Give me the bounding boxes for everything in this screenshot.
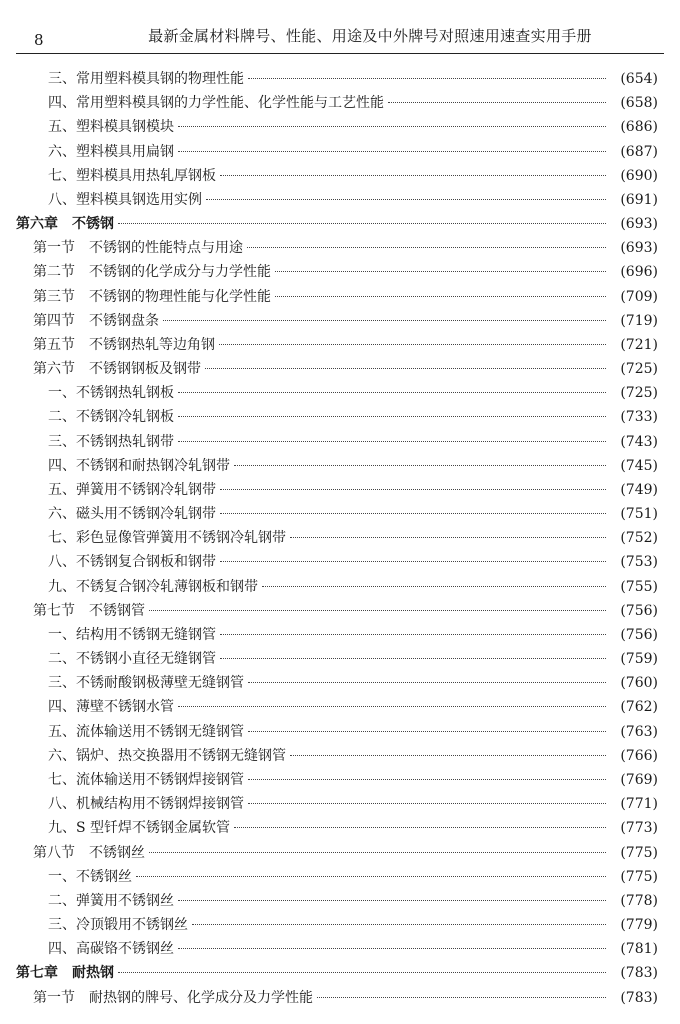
toc-entry-page: (778): [620, 892, 658, 909]
toc-entry-title: 第七节 不锈钢管: [33, 602, 145, 619]
dot-leader: [275, 296, 606, 297]
toc-subsection-entry[interactable]: [0, 744, 680, 768]
toc-entry-page: (749): [620, 481, 658, 498]
toc-entry-title: 四、常用塑料模具钢的力学性能、化学性能与工艺性能: [48, 95, 384, 112]
toc-entry-title: 第一节 耐热钢的牌号、化学成分及力学性能: [33, 989, 313, 1006]
toc-entry-page: (760): [620, 675, 658, 692]
toc-entry-page: (743): [620, 433, 658, 450]
toc-entry-title: 六、塑料模具用扁钢: [48, 143, 174, 160]
toc-entry-title: 八、不锈钢复合钢板和钢带: [48, 554, 216, 571]
dot-leader: [118, 223, 606, 224]
table-of-contents: [0, 67, 680, 1010]
toc-subsection-entry[interactable]: [0, 91, 680, 115]
toc-subsection-entry[interactable]: [0, 478, 680, 502]
toc-section-entry[interactable]: [0, 236, 680, 260]
dot-leader: [192, 924, 606, 925]
dot-leader: [220, 561, 606, 562]
toc-entry-page: (686): [620, 119, 658, 136]
toc-section-entry[interactable]: [0, 309, 680, 333]
toc-entry-title: 八、塑料模具钢选用实例: [48, 191, 202, 208]
toc-entry-title: 四、高碳铬不锈钢丝: [48, 941, 174, 958]
toc-entry-title: 第五节 不锈钢热轧等边角钢: [33, 336, 215, 353]
dot-leader: [290, 755, 606, 756]
toc-entry-page: (783): [620, 965, 658, 982]
toc-entry-page: (779): [620, 917, 658, 934]
dot-leader: [178, 126, 606, 127]
toc-entry-title: 七、流体输送用不锈钢焊接钢管: [48, 771, 244, 788]
toc-entry-title: 第一节 不锈钢的性能特点与用途: [33, 240, 243, 257]
toc-entry-title: 二、不锈钢冷轧钢板: [48, 409, 174, 426]
dot-leader: [220, 513, 606, 514]
toc-subsection-entry[interactable]: [0, 816, 680, 840]
toc-entry-page: (745): [620, 457, 658, 474]
toc-subsection-entry[interactable]: [0, 768, 680, 792]
toc-entry-page: (775): [620, 868, 658, 885]
toc-chapter-entry[interactable]: [0, 212, 680, 236]
toc-entry-title: 五、弹簧用不锈钢冷轧钢带: [48, 481, 216, 498]
dot-leader: [205, 368, 606, 369]
dot-leader: [149, 610, 606, 611]
toc-subsection-entry[interactable]: [0, 67, 680, 91]
toc-entry-title: 一、结构用不锈钢无缝钢管: [48, 626, 216, 643]
toc-subsection-entry[interactable]: [0, 575, 680, 599]
dot-leader: [234, 827, 606, 828]
toc-section-entry[interactable]: [0, 357, 680, 381]
toc-section-entry[interactable]: [0, 841, 680, 865]
toc-subsection-entry[interactable]: [0, 140, 680, 164]
dot-leader: [206, 199, 606, 200]
toc-entry-page: (687): [620, 143, 658, 160]
toc-entry-title: 四、薄壁不锈钢水管: [48, 699, 174, 716]
toc-subsection-entry[interactable]: [0, 889, 680, 913]
toc-subsection-entry[interactable]: [0, 695, 680, 719]
dot-leader: [234, 465, 606, 466]
toc-subsection-entry[interactable]: [0, 526, 680, 550]
toc-entry-title: 九、不锈复合钢冷轧薄钢板和钢带: [48, 578, 258, 595]
dot-leader: [248, 682, 606, 683]
toc-entry-page: (762): [620, 699, 658, 716]
toc-entry-page: (769): [620, 771, 658, 788]
dot-leader: [220, 658, 606, 659]
toc-entry-page: (781): [620, 941, 658, 958]
toc-entry-title: 第六章 不锈钢: [16, 216, 114, 233]
dot-leader: [178, 706, 606, 707]
toc-subsection-entry[interactable]: [0, 720, 680, 744]
toc-entry-title: 六、磁头用不锈钢冷轧钢带: [48, 506, 216, 523]
toc-entry-page: (658): [620, 95, 658, 112]
dot-leader: [178, 948, 606, 949]
running-title: 最新金属材料牌号、性能、用途及中外牌号对照速用速查实用手册: [148, 27, 592, 45]
dot-leader: [248, 78, 606, 79]
toc-entry-title: 五、塑料模具钢模块: [48, 119, 174, 136]
toc-entry-page: (654): [620, 71, 658, 87]
toc-section-entry[interactable]: [0, 285, 680, 309]
toc-entry-title: 二、不锈钢小直径无缝钢管: [48, 651, 216, 668]
dot-leader: [178, 416, 606, 417]
dot-leader: [118, 972, 606, 973]
toc-entry-page: (753): [620, 554, 658, 571]
toc-entry-page: (725): [620, 361, 658, 378]
dot-leader: [178, 392, 606, 393]
toc-subsection-entry[interactable]: [0, 454, 680, 478]
toc-entry-title: 第二节 不锈钢的化学成分与力学性能: [33, 264, 271, 281]
toc-subsection-entry[interactable]: [0, 792, 680, 816]
toc-entry-title: 第八节 不锈钢丝: [33, 844, 145, 861]
toc-entry-title: 七、彩色显像管弹簧用不锈钢冷轧钢带: [48, 530, 286, 547]
dot-leader: [136, 876, 606, 877]
dot-leader: [275, 271, 606, 272]
dot-leader: [290, 537, 606, 538]
dot-leader: [388, 102, 606, 103]
header-rule: [16, 53, 664, 54]
toc-entry-title: 一、不锈钢热轧钢板: [48, 385, 174, 402]
toc-entry-title: 八、机械结构用不锈钢焊接钢管: [48, 796, 244, 813]
page-header: [0, 0, 680, 56]
toc-subsection-entry[interactable]: [0, 937, 680, 961]
toc-entry-page: (771): [620, 796, 658, 813]
dot-leader: [248, 803, 606, 804]
toc-entry-title: 六、锅炉、热交换器用不锈钢无缝钢管: [48, 747, 286, 764]
toc-entry-page: (759): [620, 651, 658, 668]
dot-leader: [220, 175, 606, 176]
toc-entry-title: 一、不锈钢丝: [48, 868, 132, 885]
toc-subsection-entry[interactable]: [0, 623, 680, 647]
toc-entry-page: (775): [620, 844, 658, 861]
toc-section-entry[interactable]: [0, 260, 680, 284]
toc-entry-page: (709): [620, 288, 658, 305]
toc-entry-page: (690): [620, 167, 658, 184]
page-number: 8: [34, 31, 44, 49]
toc-entry-title: 四、不锈钢和耐热钢冷轧钢带: [48, 457, 230, 474]
toc-entry-page: (719): [620, 312, 658, 329]
toc-subsection-entry[interactable]: [0, 913, 680, 937]
toc-subsection-entry[interactable]: [0, 115, 680, 139]
toc-entry-page: (693): [620, 216, 658, 233]
toc-subsection-entry[interactable]: [0, 164, 680, 188]
toc-subsection-entry[interactable]: [0, 647, 680, 671]
toc-entry-page: (766): [620, 747, 658, 764]
dot-leader: [178, 151, 606, 152]
toc-entry-title: 第六节 不锈钢钢板及钢带: [33, 361, 201, 378]
dot-leader: [178, 441, 606, 442]
toc-entry-page: (763): [620, 723, 658, 740]
toc-entry-title: 三、冷顶锻用不锈钢丝: [48, 917, 188, 934]
dot-leader: [262, 586, 606, 587]
toc-entry-page: (783): [620, 989, 658, 1006]
toc-entry-title: 五、流体输送用不锈钢无缝钢管: [48, 723, 244, 740]
toc-section-entry[interactable]: [0, 333, 680, 357]
dot-leader: [220, 634, 606, 635]
toc-entry-page: (693): [620, 240, 658, 257]
toc-entry-title: 三、不锈钢热轧钢带: [48, 433, 174, 450]
toc-subsection-entry[interactable]: [0, 188, 680, 212]
toc-entry-title: 三、不锈耐酸钢极薄壁无缝钢管: [48, 675, 244, 692]
toc-entry-page: (691): [620, 191, 658, 208]
dot-leader: [163, 320, 606, 321]
toc-section-entry[interactable]: [0, 986, 680, 1010]
dot-leader: [317, 997, 606, 998]
toc-entry-title: 第七章 耐热钢: [16, 965, 114, 982]
toc-entry-title: 第四节 不锈钢盘条: [33, 312, 159, 329]
toc-entry-page: (756): [620, 626, 658, 643]
toc-entry-page: (725): [620, 385, 658, 402]
toc-entry-title: 二、弹簧用不锈钢丝: [48, 892, 174, 909]
toc-entry-title: 七、塑料模具用热轧厚钢板: [48, 167, 216, 184]
dot-leader: [247, 247, 606, 248]
dot-leader: [219, 344, 606, 345]
toc-entry-page: (733): [620, 409, 658, 426]
toc-chapter-entry[interactable]: [0, 961, 680, 985]
toc-section-entry[interactable]: [0, 599, 680, 623]
toc-entry-page: (756): [620, 602, 658, 619]
toc-entry-page: (751): [620, 506, 658, 523]
toc-entry-title: 第三节 不锈钢的物理性能与化学性能: [33, 288, 271, 305]
toc-entry-title: 九、S 型钎焊不锈钢金属软管: [48, 820, 231, 837]
toc-subsection-entry[interactable]: [0, 671, 680, 695]
toc-subsection-entry[interactable]: [0, 381, 680, 405]
toc-entry-page: (755): [620, 578, 658, 595]
toc-entry-page: (752): [620, 530, 658, 547]
dot-leader: [178, 900, 606, 901]
toc-subsection-entry[interactable]: [0, 502, 680, 526]
dot-leader: [248, 731, 606, 732]
toc-entry-page: (696): [620, 264, 658, 281]
toc-entry-title: 三、常用塑料模具钢的物理性能: [48, 71, 244, 87]
toc-entry-page: (773): [620, 820, 658, 837]
dot-leader: [149, 852, 606, 853]
toc-subsection-entry[interactable]: [0, 405, 680, 429]
toc-subsection-entry[interactable]: [0, 550, 680, 574]
toc-entry-page: (721): [620, 336, 658, 353]
toc-subsection-entry[interactable]: [0, 430, 680, 454]
dot-leader: [220, 489, 606, 490]
toc-subsection-entry[interactable]: [0, 865, 680, 889]
dot-leader: [248, 779, 606, 780]
